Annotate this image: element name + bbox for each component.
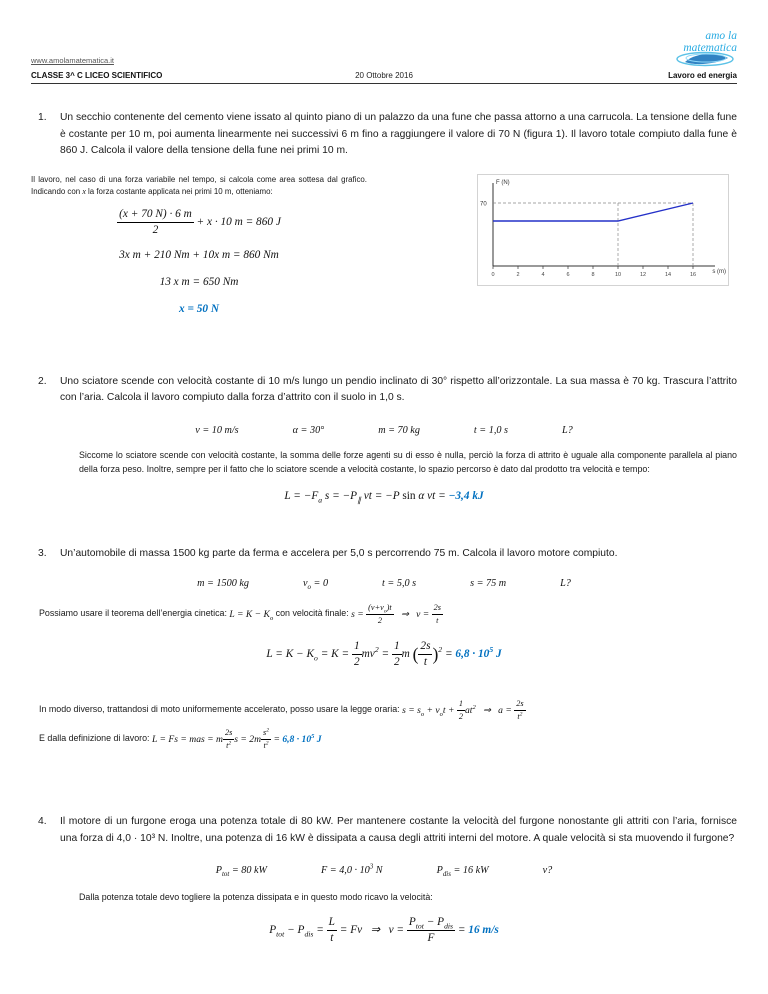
given-t: t = 5,0 s (382, 578, 417, 590)
solution-text: Siccome lo sciatore scende con velocità costante, la somma delle forze agenti su di esso è nulla, perciò la forza di attrito è uguale alla componente parallela al piano della forza peso. Inoltre, sempre per il fatto che lo sciatore scende a velocità costante, lo spazio percorso è dato dal prodotto tra velocità e tempo: (79, 449, 737, 474)
site-link[interactable]: www.amolamatematica.it (31, 56, 114, 66)
x-tick-label: 10 (614, 272, 622, 279)
page-header (31, 30, 737, 84)
problem-statement: Il motore di un furgone eroga una potenza totale di 80 kW. Per mantenere costante la velocità del furgone nonostante gli attriti con l’aria, fornisce una forza di 4,0 · 10³ N. Inoltre, una potenza di 16 kW è dissipata a causa degli attriti interni del motore. A quale velocità si sta muovendo il furgone? (60, 816, 737, 844)
logo-text-line2: matematica (683, 42, 737, 55)
given-alpha: α = 30° (292, 424, 325, 436)
formula-content: $L = K - K_o = K$ = $\frac{1}{2}$ $mv^2$ = $\frac{1}{2}$ m ( $\frac{2s}{t}$ )$^2 = 6,8 \cdot 10^5$ J (266, 640, 502, 669)
given-s: s = 75 m (470, 578, 507, 590)
unknown-L: L? (560, 578, 571, 590)
formula-line: 13 x m = 650 Nm (159, 275, 239, 288)
force-distance-graph (477, 174, 729, 286)
formula-result: x = 50 N (178, 302, 219, 315)
formula-block (31, 208, 367, 318)
given-m: m = 70 kg (378, 424, 420, 436)
x-tick-label: 8 (591, 272, 595, 279)
problem-number: 3. (38, 547, 47, 559)
unknown-L: L? (561, 424, 573, 436)
solution-text: E dalla definizione di lavoro: L = Fs = mas = m $\frac{2s}{t^2}$ s = 2m $\frac{s^2}{t^2}$ = $6,8 \cdot 10^5$ J (39, 727, 322, 750)
solution-text: Dalla potenza totale devo togliere la potenza dissipata e in questo modo ricavo la velocità: (79, 891, 433, 902)
x-tick-label: 16 (689, 272, 697, 279)
given-f: $F = 4,0 \cdot 10^3$ N (321, 863, 383, 876)
givens-row (31, 425, 737, 436)
given-pdis: $P_{dis} = 16$ kW (436, 864, 489, 878)
figure-border (478, 175, 729, 286)
problem-1-solution (31, 174, 737, 328)
problem-1 (31, 110, 737, 328)
x-tick-label: 4 (541, 272, 545, 279)
formula-line (31, 640, 737, 669)
formula-line (31, 916, 737, 945)
formula-line: $\frac{(x + 70 N) \cdot 6 m}{2}$ + x · 10 m = 860 J (119, 207, 281, 236)
y-tick-label-70: 70 (480, 201, 487, 208)
header-date: 20 Ottobre 2016 (355, 71, 413, 81)
header-left (31, 50, 280, 80)
x-tick-label: 14 (664, 272, 672, 279)
problem-2 (31, 374, 737, 504)
solution-text: In modo diverso, trattandosi di moto uniformemente accelerato, posso usare la legge oraria: $s = s_o + v_ot$ + $\frac{1}{2}$ $at^2$ ⇒ a = $\frac{2s}{t^2}$ (39, 699, 524, 721)
givens-row (31, 865, 737, 876)
logo-text-line1: amo la (705, 30, 737, 42)
problem-number: 4. (38, 816, 47, 828)
x-tick-label: 12 (639, 272, 647, 279)
formula-line: 3x m + 210 Nm + 10x m = 860 Nm (119, 248, 279, 261)
unknown-v: v? (542, 864, 553, 876)
class-label: CLASSE 3^ C LICEO SCIENTIFICO (31, 71, 163, 81)
given-ptot: $P_{tot} = 80$ kW (215, 864, 268, 878)
given-v0: $v_o = 0$ (302, 578, 329, 592)
y-axis-label: F (N) (496, 180, 510, 187)
formula-content: $P_{tot} - P_{dis}$ = $\frac{L}{t}$ = Fv ⇒ v = $\frac{P_{tot} - P_{dis}}{F}$ = 16 m/s (269, 915, 499, 944)
givens-row (31, 578, 737, 592)
logo (675, 30, 737, 67)
problem-3 (31, 546, 737, 751)
problem-number: 1. (38, 112, 47, 124)
topic-label: Lavoro ed energia (668, 71, 737, 81)
given-m: m = 1500 kg (197, 578, 249, 590)
problem-statement: Un’automobile di massa 1500 kg parte da ferma e accelera per 5,0 s percorrendo 75 m. Calcola il lavoro motore compiuto. (60, 547, 618, 559)
x-tick-label: 0 (491, 272, 495, 279)
formula-line (31, 486, 737, 504)
x-tick-label: 6 (566, 272, 570, 279)
figure-1 (477, 174, 729, 328)
problem-number: 2. (38, 375, 47, 387)
given-v: v = 10 m/s (195, 424, 239, 436)
formula-content: $L = -F_a$ $s = -P_\parallel$ vt = −P sin α vt = −3,4 kJ (284, 489, 484, 505)
problem-4 (31, 814, 737, 944)
x-tick-label: 2 (516, 272, 520, 279)
problem-statement: Un secchio contenente del cemento viene issato al quinto piano di un palazzo da una fune che passa attorno a una carrucola. La tensione della fune è costante per 10 m, poi aumenta linearmente nei successivi 6 m fino a raggiungere il valore di 70 N (figura 1). Il lavoro totale compiuto dalla fune è 860 J. Calcola il valore della tensione della fune nei primi 10 m. (60, 112, 737, 157)
x-axis-label: s (m) (712, 269, 726, 276)
solution-intro: Il lavoro, nel caso di una forza variabile nel tempo, si calcola come area sottesa dal grafico. Indicando con x la forza costante applicata nei primi 10 m, otteniamo: (31, 175, 367, 196)
given-t: t = 1,0 s (473, 424, 508, 436)
solution-text: Possiamo usare il teorema dell’energia cinetica: $L = K - K_o$ con velocità finale: s = $\frac{(v+v_o)t}{2}$ ⇒ v = $\frac{2s}{t}$ (39, 603, 441, 625)
header-right (488, 30, 737, 80)
problem-statement: Uno sciatore scende con velocità costante di 10 m/s lungo un pendio inclinato di 30° rispetto all’orizzontale. La sua massa è 70 kg. Trascura l’attrito con l’aria. Calcola il lavoro compiuto dalla forza d’attrito con il suolo in 1,0 s. (60, 375, 737, 404)
